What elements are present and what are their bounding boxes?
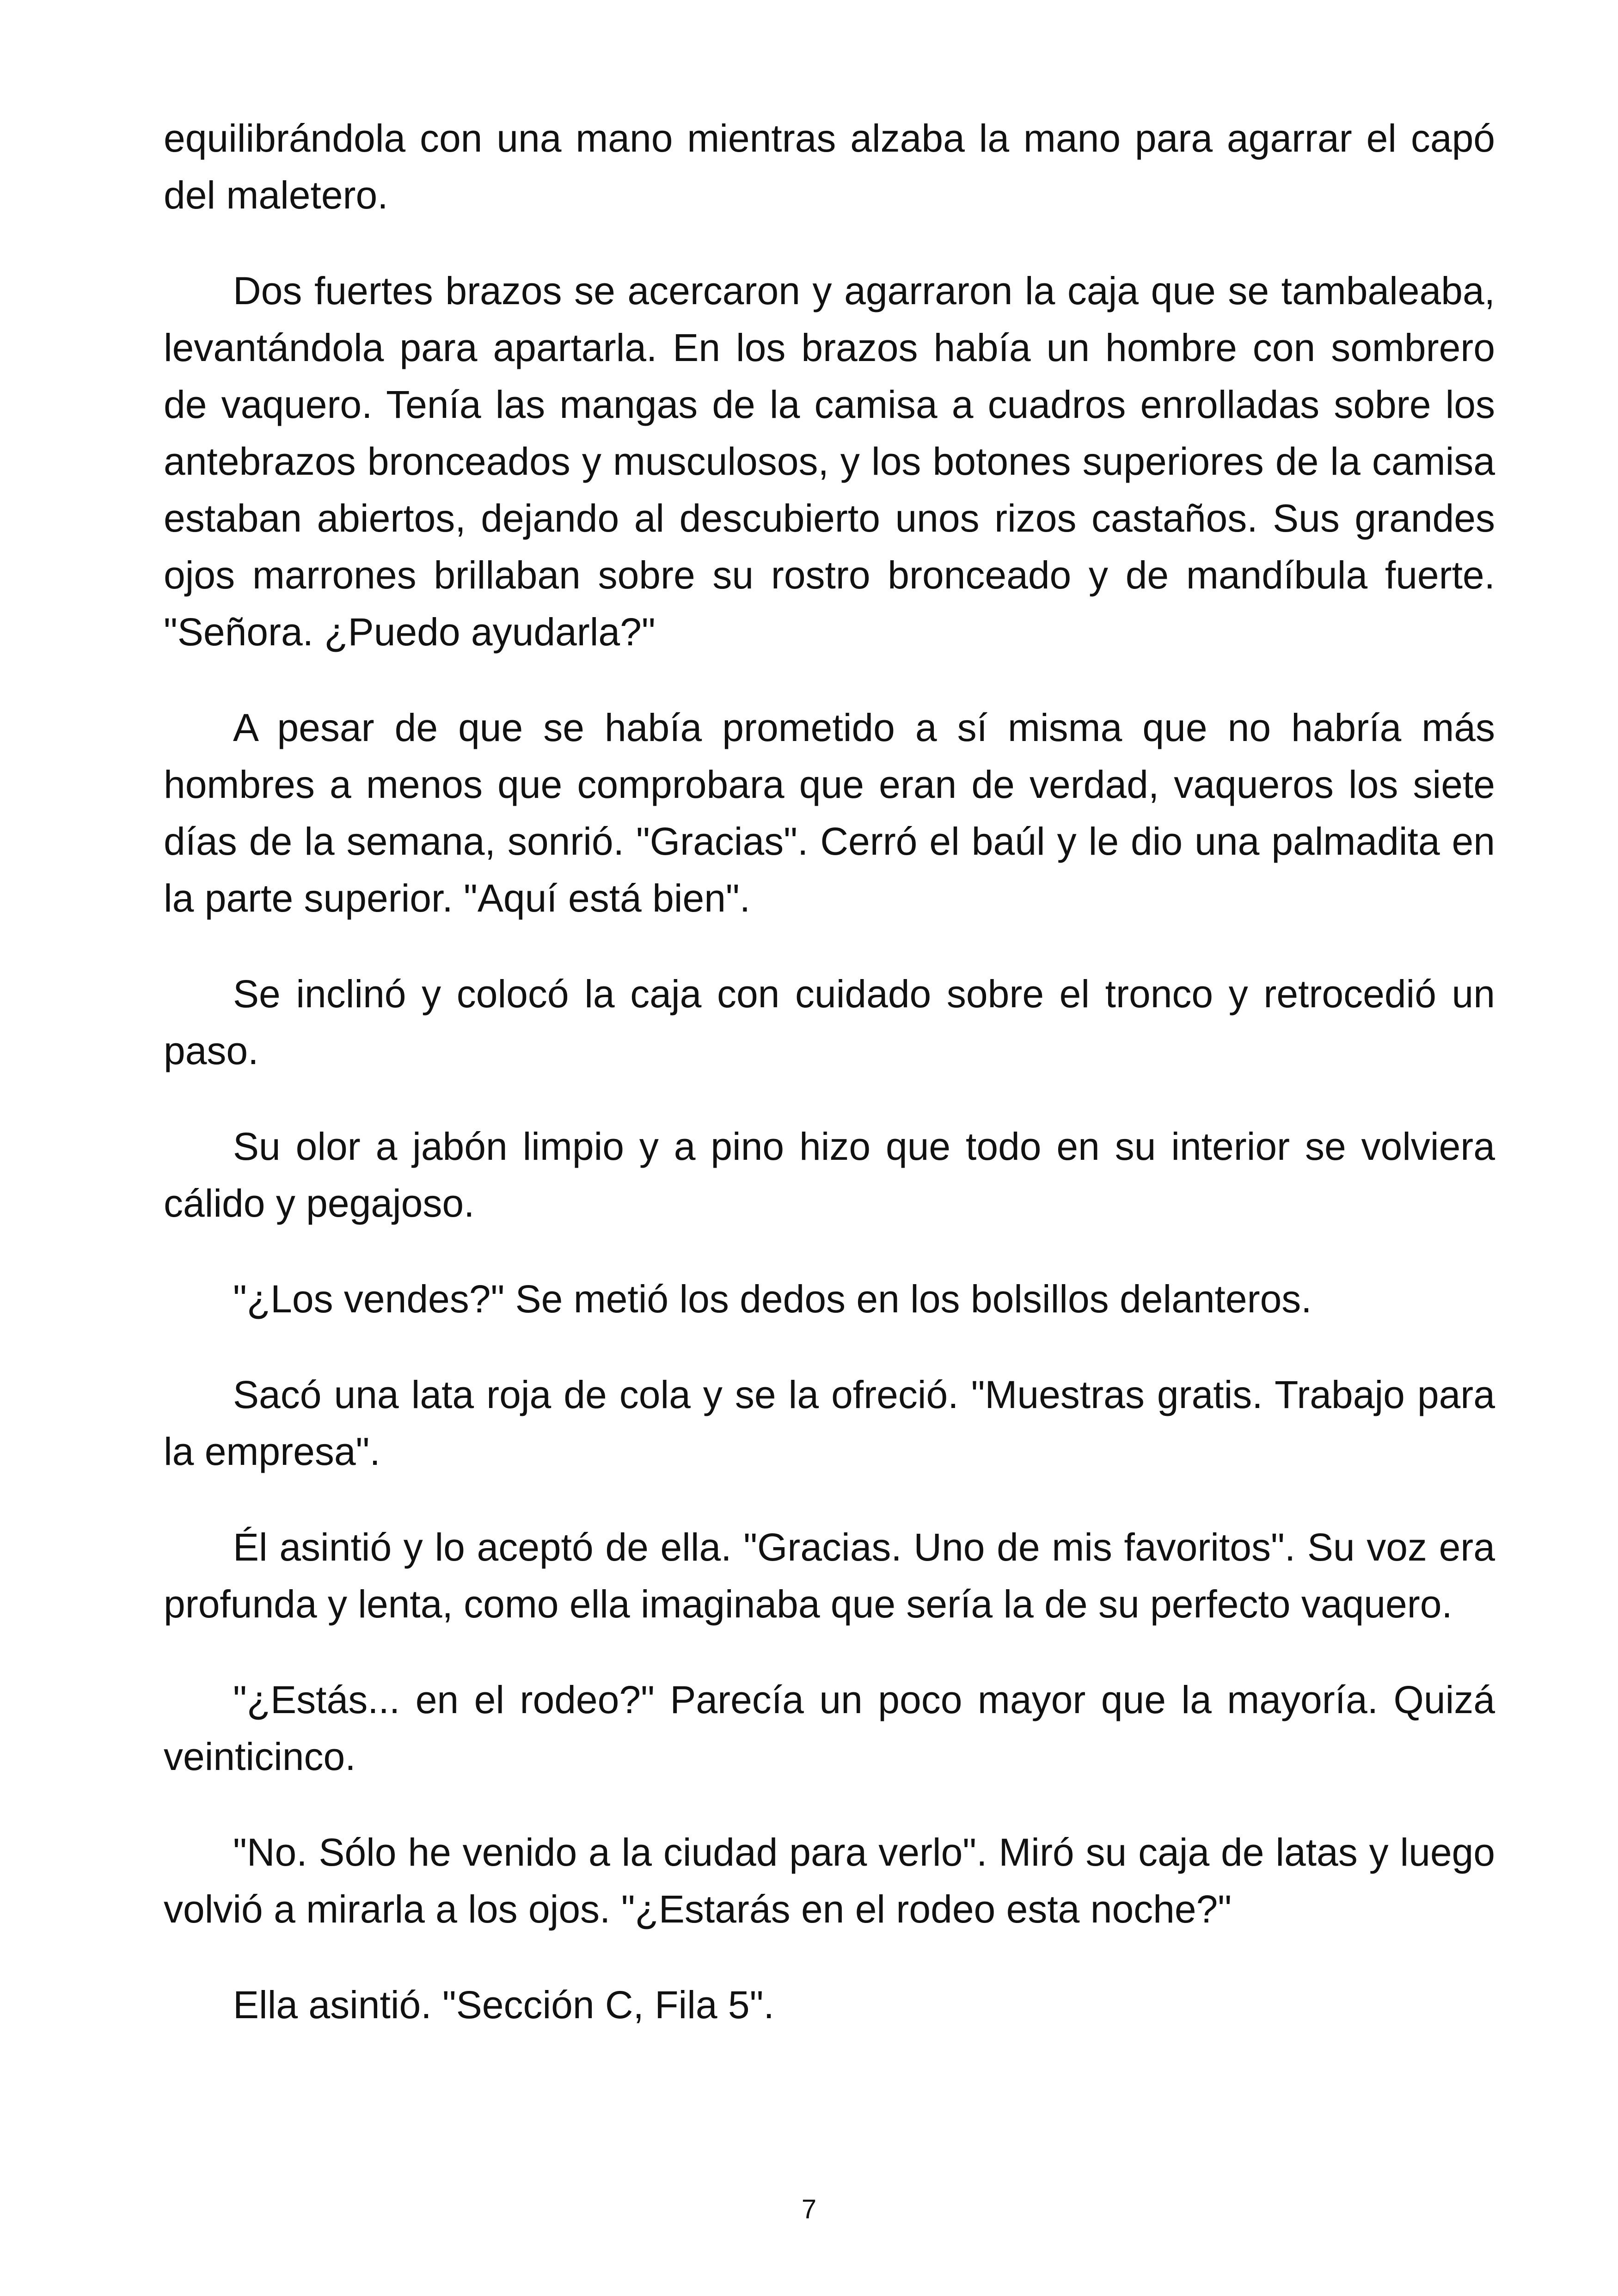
- paragraph: "No. Sólo he venido a la ciudad para verlo". Miró su caja de latas y luego volvió a mirarla a los ojos. "¿Estarás en el rodeo esta noche?": [164, 1831, 1495, 1931]
- paragraph: Él asintió y lo aceptó de ella. "Gracias. Uno de mis favoritos". Su voz era profunda y lenta, como ella imaginaba que sería la de su perfecto vaquero.: [164, 1525, 1495, 1626]
- paragraph: Ella asintió. "Sección C, Fila 5".: [233, 1983, 774, 2027]
- paragraph-continuation: equilibrándola con una mano mientras alzaba la mano para agarrar el capó del maletero.: [164, 116, 1495, 217]
- paragraph: Sacó una lata roja de cola y se la ofreció. "Muestras gratis. Trabajo para la empresa".: [164, 1373, 1495, 1473]
- paragraph: Dos fuertes brazos se acercaron y agarraron la caja que se tambaleaba, levantándola para apartarla. En los brazos había un hombre con sombrero de vaquero. Tenía las mangas de la camisa a cuadros enrolladas sobre los antebrazos bronceados y musculosos, y los botones superiores de la camisa estaban abiertos, dejando al descubierto unos rizos castaños. Sus grandes ojos marrones brillaban sobre su rostro bronceado y de mandíbula fuerte. "Señora. ¿Puedo ayudarla?": [164, 269, 1495, 654]
- paragraph: "¿Los vendes?" Se metió los dedos en los bolsillos delanteros.: [233, 1277, 1312, 1321]
- paragraph: "¿Estás... en el rodeo?" Parecía un poco mayor que la mayoría. Quizá veinticinco.: [164, 1678, 1495, 1778]
- paragraph: A pesar de que se había prometido a sí misma que no habría más hombres a menos que comprobara que eran de verdad, vaqueros los siete días de la semana, sonrió. "Gracias". Cerró el baúl y le dio una palmadita en la parte superior. "Aquí está bien".: [164, 706, 1495, 920]
- page-number: 7: [801, 2194, 817, 2224]
- body-text: [164, 110, 1495, 2033]
- paragraph: Se inclinó y colocó la caja con cuidado sobre el tronco y retrocedió un paso.: [164, 972, 1495, 1072]
- paragraph: Su olor a jabón limpio y a pino hizo que todo en su interior se volviera cálido y pegajoso.: [164, 1125, 1495, 1225]
